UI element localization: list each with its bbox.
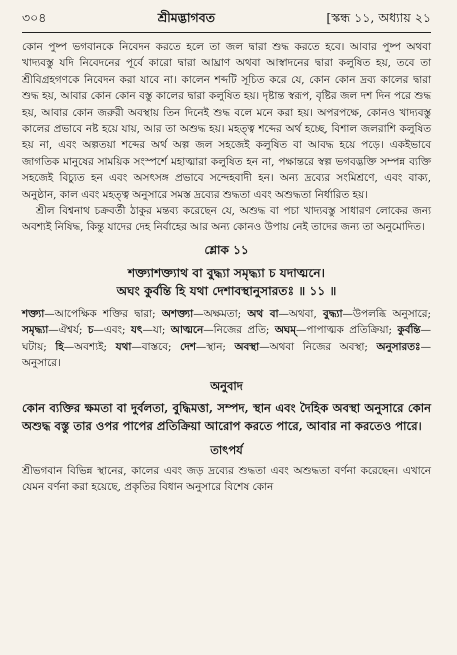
verse-line-2: অঘং কুর্বন্তি হি যথা দেশাবস্থানুসারতঃ ॥ ১১ ॥: [116, 283, 337, 298]
synonym-word: যথা: [115, 340, 132, 353]
synonym-word: অঘম্: [274, 324, 296, 337]
purport-heading: তাৎপর্য: [210, 442, 243, 457]
book-title: শ্রীমদ্ভাগবত: [157, 10, 216, 25]
translation-text: কোন ব্যক্তির ক্ষমতা বা দুর্বলতা, বুদ্ধিমত্তা, সম্পদ, স্থান এবং দৈহিক অবস্থা অনুসারে কোন অশুদ্ধ বস্তু তার ওপর পাপের প্রতিক্রিয়া আরোপ করতে পারে, আবার না করতেও পারে।: [22, 400, 431, 433]
synonym-word: সমৃদ্ধ্যা: [22, 324, 49, 337]
sloka-heading: শ্লোক ১১: [204, 242, 249, 257]
synonym-word: অশক্ত্যা: [161, 307, 194, 320]
synonym-word: অবস্থা: [234, 340, 260, 353]
synonym-meaning: অথবা,: [288, 307, 317, 320]
synonym-word: শক্ত্যা: [22, 307, 45, 320]
body-paragraph-1: কোন পুষ্প ভগবানকে নিবেদন করতে হলে তা জল দ্বারা শুদ্ধ করতে হবে। আবার পুষ্প অথবা খাদ্যবস্তু যদি নিবেদনের পূর্বে কারো দ্বারা আঘ্রাণ অথবা আস্বাদনের দ্বারা কলুষিত হয়, তবে তা শ্রীবিগ্রহগণকে নিবেদন করা যাবে না। কালেন শব্দটি সূচিত করে যে, কোন কোন দ্রব্য কালের দ্বারা শুদ্ধ হয়, আবার কোন কোন বস্তু কালের দ্বারা কলুষিত হয়। দৃষ্টান্ত স্বরূপ, বৃষ্টির জল দশ দিন পরে শুদ্ধ হয়, আবার কোন জরুরী অবস্থায় তিন দিনেই শুদ্ধ বলে মনে করা হয়। অপরপক্ষে, কোনও খাদ্যবস্তু কালের প্রভাবে নষ্ট হয়ে যায়, আর তা অশুদ্ধ হয়। মহত্ত্ব শব্দের অর্থ হচ্ছে, বিশাল জলরাশি কলুষিত হয় না, এবং অল্পতয়া শব্দের অর্থ অল্প জল সহজেই কলুষিত বা আবদ্ধ হয়ে পড়ে। একইভাবে জাগতিক মানুষের সাময়িক সংস্পর্শে মহাত্মারা কলুষিত হন না, পক্ষান্তরে স্বল্প ভগবদ্ভক্তি সম্পন্ন ব্যক্তি সহজেই বিচ্যুত হন এবং অসৎসঙ্গ প্রভাবে সন্দেহবাদী হন। অন্য দ্রব্যের সংমিশ্রণে, এবং বাক্য, অনুষ্ঠান, কাল এবং মহত্ত্ব অনুসারে সমস্ত দ্রব্যের শুদ্ধতা এবং অশুদ্ধতা নির্ধারিত হয়।: [22, 41, 431, 201]
synonym-word: অনুসারতঃ: [376, 340, 421, 353]
synonym-meaning: আপেক্ষিক শক্তির দ্বারা;: [54, 307, 156, 320]
synonym-meaning: ঐশ্বর্য;: [58, 324, 83, 337]
synonym-meaning: স্থান;: [206, 340, 226, 353]
synonym-word: কুর্বন্তি: [397, 324, 421, 337]
synonyms-block: শক্ত্যা—আপেক্ষিক শক্তির দ্বারা; অশক্ত্যা—অক্ষমতা; অথ বা—অথবা, বুদ্ধ্যা—উপলব্ধি অনুসারে; সমৃদ্ধ্যা—ঐশ্বর্য; চ—এবং; যৎ—যা; আত্মনে—নিজের প্রতি; অঘম্—পাপাত্মক প্রতিক্রিয়া; কুর্বন্তি—ঘটায়; হি—অবশ্যই; যথা—বাস্তবে; দেশ—স্থান; অবস্থা—অথবা নিজের অবস্থা; অনুসারতঃ—অনুসারে।: [22, 307, 431, 370]
synonym-word: আত্মনে: [170, 324, 204, 337]
page-header: [22, 10, 431, 30]
synonym-meaning: এবং;: [103, 324, 126, 337]
chapter-reference: [স্কন্ধ ১১, অধ্যায় ২১: [326, 10, 431, 25]
header-rule: [22, 32, 431, 33]
verse-line-1: শক্ত্যাশক্ত্যাথ বা বুদ্ধ্যা সমৃদ্ধ্যা চ যদাত্মনে।: [127, 265, 326, 280]
synonym-word: বুদ্ধ্যা: [323, 307, 343, 320]
synonym-meaning: বাস্তবে;: [141, 340, 172, 353]
synonym-meaning: অথবা নিজের অবস্থা;: [269, 340, 368, 353]
translation-heading: অনুবাদ: [210, 378, 243, 393]
synonym-meaning: পাপাত্মক প্রতিক্রিয়া;: [306, 324, 393, 337]
page-number: ৩০৪: [22, 10, 47, 25]
synonym-word: হি: [55, 340, 64, 353]
synonym-word: অথ বা: [247, 307, 279, 320]
synonym-meaning: যা;: [152, 324, 166, 337]
synonym-meaning: অক্ষমতা;: [203, 307, 242, 320]
synonym-meaning: নিজের প্রতি;: [213, 324, 270, 337]
synonym-meaning: অনুসারে।: [22, 357, 61, 370]
synonym-meaning: অবশ্যই;: [74, 340, 108, 353]
synonym-word: যৎ: [130, 324, 143, 337]
body-paragraph-2: শ্রীল বিশ্বনাথ চক্রবর্তী ঠাকুর মন্তব্য করেছেন যে, অশুদ্ধ বা পচা খাদ্যবস্তু সাধারণ লোকের জন্য অবশ্যই নিষিদ্ধ, কিন্তু যাদের দেহ নির্বাহের আর অন্য কোনও উপায় নেই তাদের জন্য তা অনুমোদিত।: [22, 205, 431, 234]
synonym-meaning: ঘটায়;: [22, 340, 47, 353]
synonym-meaning: উপলব্ধি অনুসারে;: [352, 307, 431, 320]
synonym-word: দেশ: [180, 340, 196, 353]
purport-text: শ্রীভগবান বিভিন্ন স্থানের, কালের এবং জড় দ্রব্যের শুদ্ধতা এবং অশুদ্ধতা বর্ণনা করেছেন। এখানে যেমন বর্ণনা করা হয়েছে, প্রকৃতির বিধান অনুসারে বিশেষ কোন: [22, 464, 431, 493]
synonym-word: চ: [87, 324, 94, 337]
